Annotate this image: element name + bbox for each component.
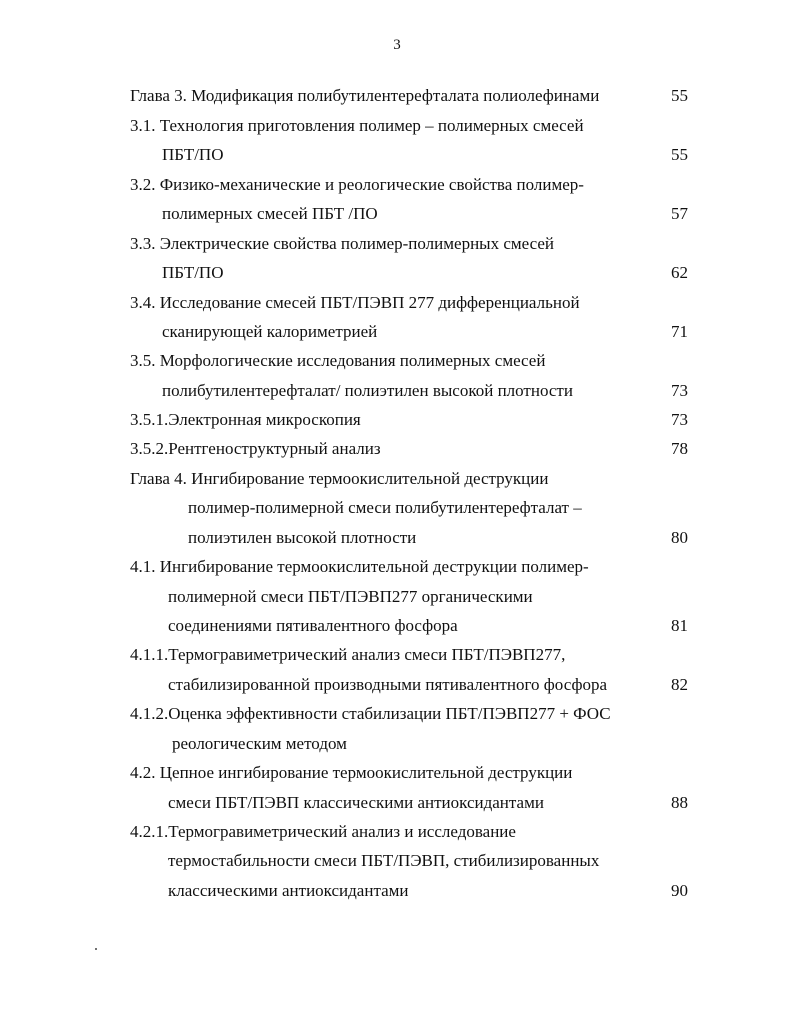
toc-line: соединениями пятивалентного фосфора bbox=[168, 616, 458, 635]
toc-page-number: 55 bbox=[671, 145, 688, 164]
toc-line: классическими антиоксидантами bbox=[168, 881, 409, 900]
toc-line: Глава 4. Ингибирование термоокислительной деструкции bbox=[130, 469, 549, 488]
toc-line: 4.2.1.Термогравиметрический анализ и исследование bbox=[130, 822, 516, 841]
toc-line: 3.5. Морфологические исследования полимерных смесей bbox=[130, 351, 546, 370]
toc-line: 3.1. Технология приготовления полимер – полимерных смесей bbox=[130, 116, 584, 135]
toc-page-number: 88 bbox=[671, 793, 688, 812]
toc-page-number: 62 bbox=[671, 263, 688, 282]
toc-line: полимерных смесей ПБТ /ПО bbox=[162, 204, 378, 223]
toc-line: 3.5.1.Электронная микроскопия bbox=[130, 410, 361, 429]
toc-line: 4.1.2.Оценка эффективности стабилизации ПБТ/ПЭВП277 + ФОС bbox=[130, 704, 611, 723]
toc-line: полимер-полимерной смеси полибутилентерефталат – bbox=[188, 498, 582, 517]
toc-line: полимерной смеси ПБТ/ПЭВП277 органическими bbox=[168, 587, 533, 606]
toc-page-number: 55 bbox=[671, 86, 688, 105]
toc-line: термостабильности смеси ПБТ/ПЭВП, стибилизированных bbox=[168, 851, 600, 870]
toc-line: полибутилентерефталат/ полиэтилен высокой плотности bbox=[162, 381, 573, 400]
page-number: 3 bbox=[393, 37, 401, 53]
toc-page-number: 90 bbox=[671, 881, 688, 900]
toc-page-number: 73 bbox=[671, 381, 688, 400]
scan-speck bbox=[95, 948, 97, 950]
toc-line: 3.2. Физико-механические и реологические свойства полимер- bbox=[130, 175, 584, 194]
toc-line: полиэтилен высокой плотности bbox=[188, 528, 417, 547]
toc-line: стабилизированной производными пятивалентного фосфора bbox=[168, 675, 608, 694]
toc-page-number: 78 bbox=[671, 439, 688, 458]
toc-page-number: 71 bbox=[671, 322, 688, 341]
toc-line: смеси ПБТ/ПЭВП классическими антиоксидантами bbox=[168, 793, 544, 812]
toc-page-number: 80 bbox=[671, 528, 688, 547]
toc-line: 3.4. Исследование смесей ПБТ/ПЭВП 277 дифференциальной bbox=[130, 293, 580, 312]
toc-page-number: 73 bbox=[671, 410, 688, 429]
toc-line: 4.2. Цепное ингибирование термоокислительной деструкции bbox=[130, 763, 573, 782]
toc-line: Глава 3. Модификация полибутилентерефталата полиолефинами bbox=[130, 86, 600, 105]
toc-line: 4.1. Ингибирование термоокислительной деструкции полимер- bbox=[130, 557, 589, 576]
toc-line: сканирующей калориметрией bbox=[162, 322, 378, 341]
toc-line: ПБТ/ПО bbox=[162, 263, 224, 282]
toc-page-number: 57 bbox=[671, 204, 688, 223]
toc-line: ПБТ/ПО bbox=[162, 145, 224, 164]
toc-line: реологическим методом bbox=[172, 734, 347, 753]
toc-page-number: 82 bbox=[671, 675, 688, 694]
toc-page-number: 81 bbox=[671, 616, 688, 635]
toc-line: 3.5.2.Рентгеноструктурный анализ bbox=[130, 439, 381, 458]
toc-line: 4.1.1.Термогравиметрический анализ смеси ПБТ/ПЭВП277, bbox=[130, 645, 566, 664]
toc-line: 3.3. Электрические свойства полимер-полимерных смесей bbox=[130, 234, 555, 253]
